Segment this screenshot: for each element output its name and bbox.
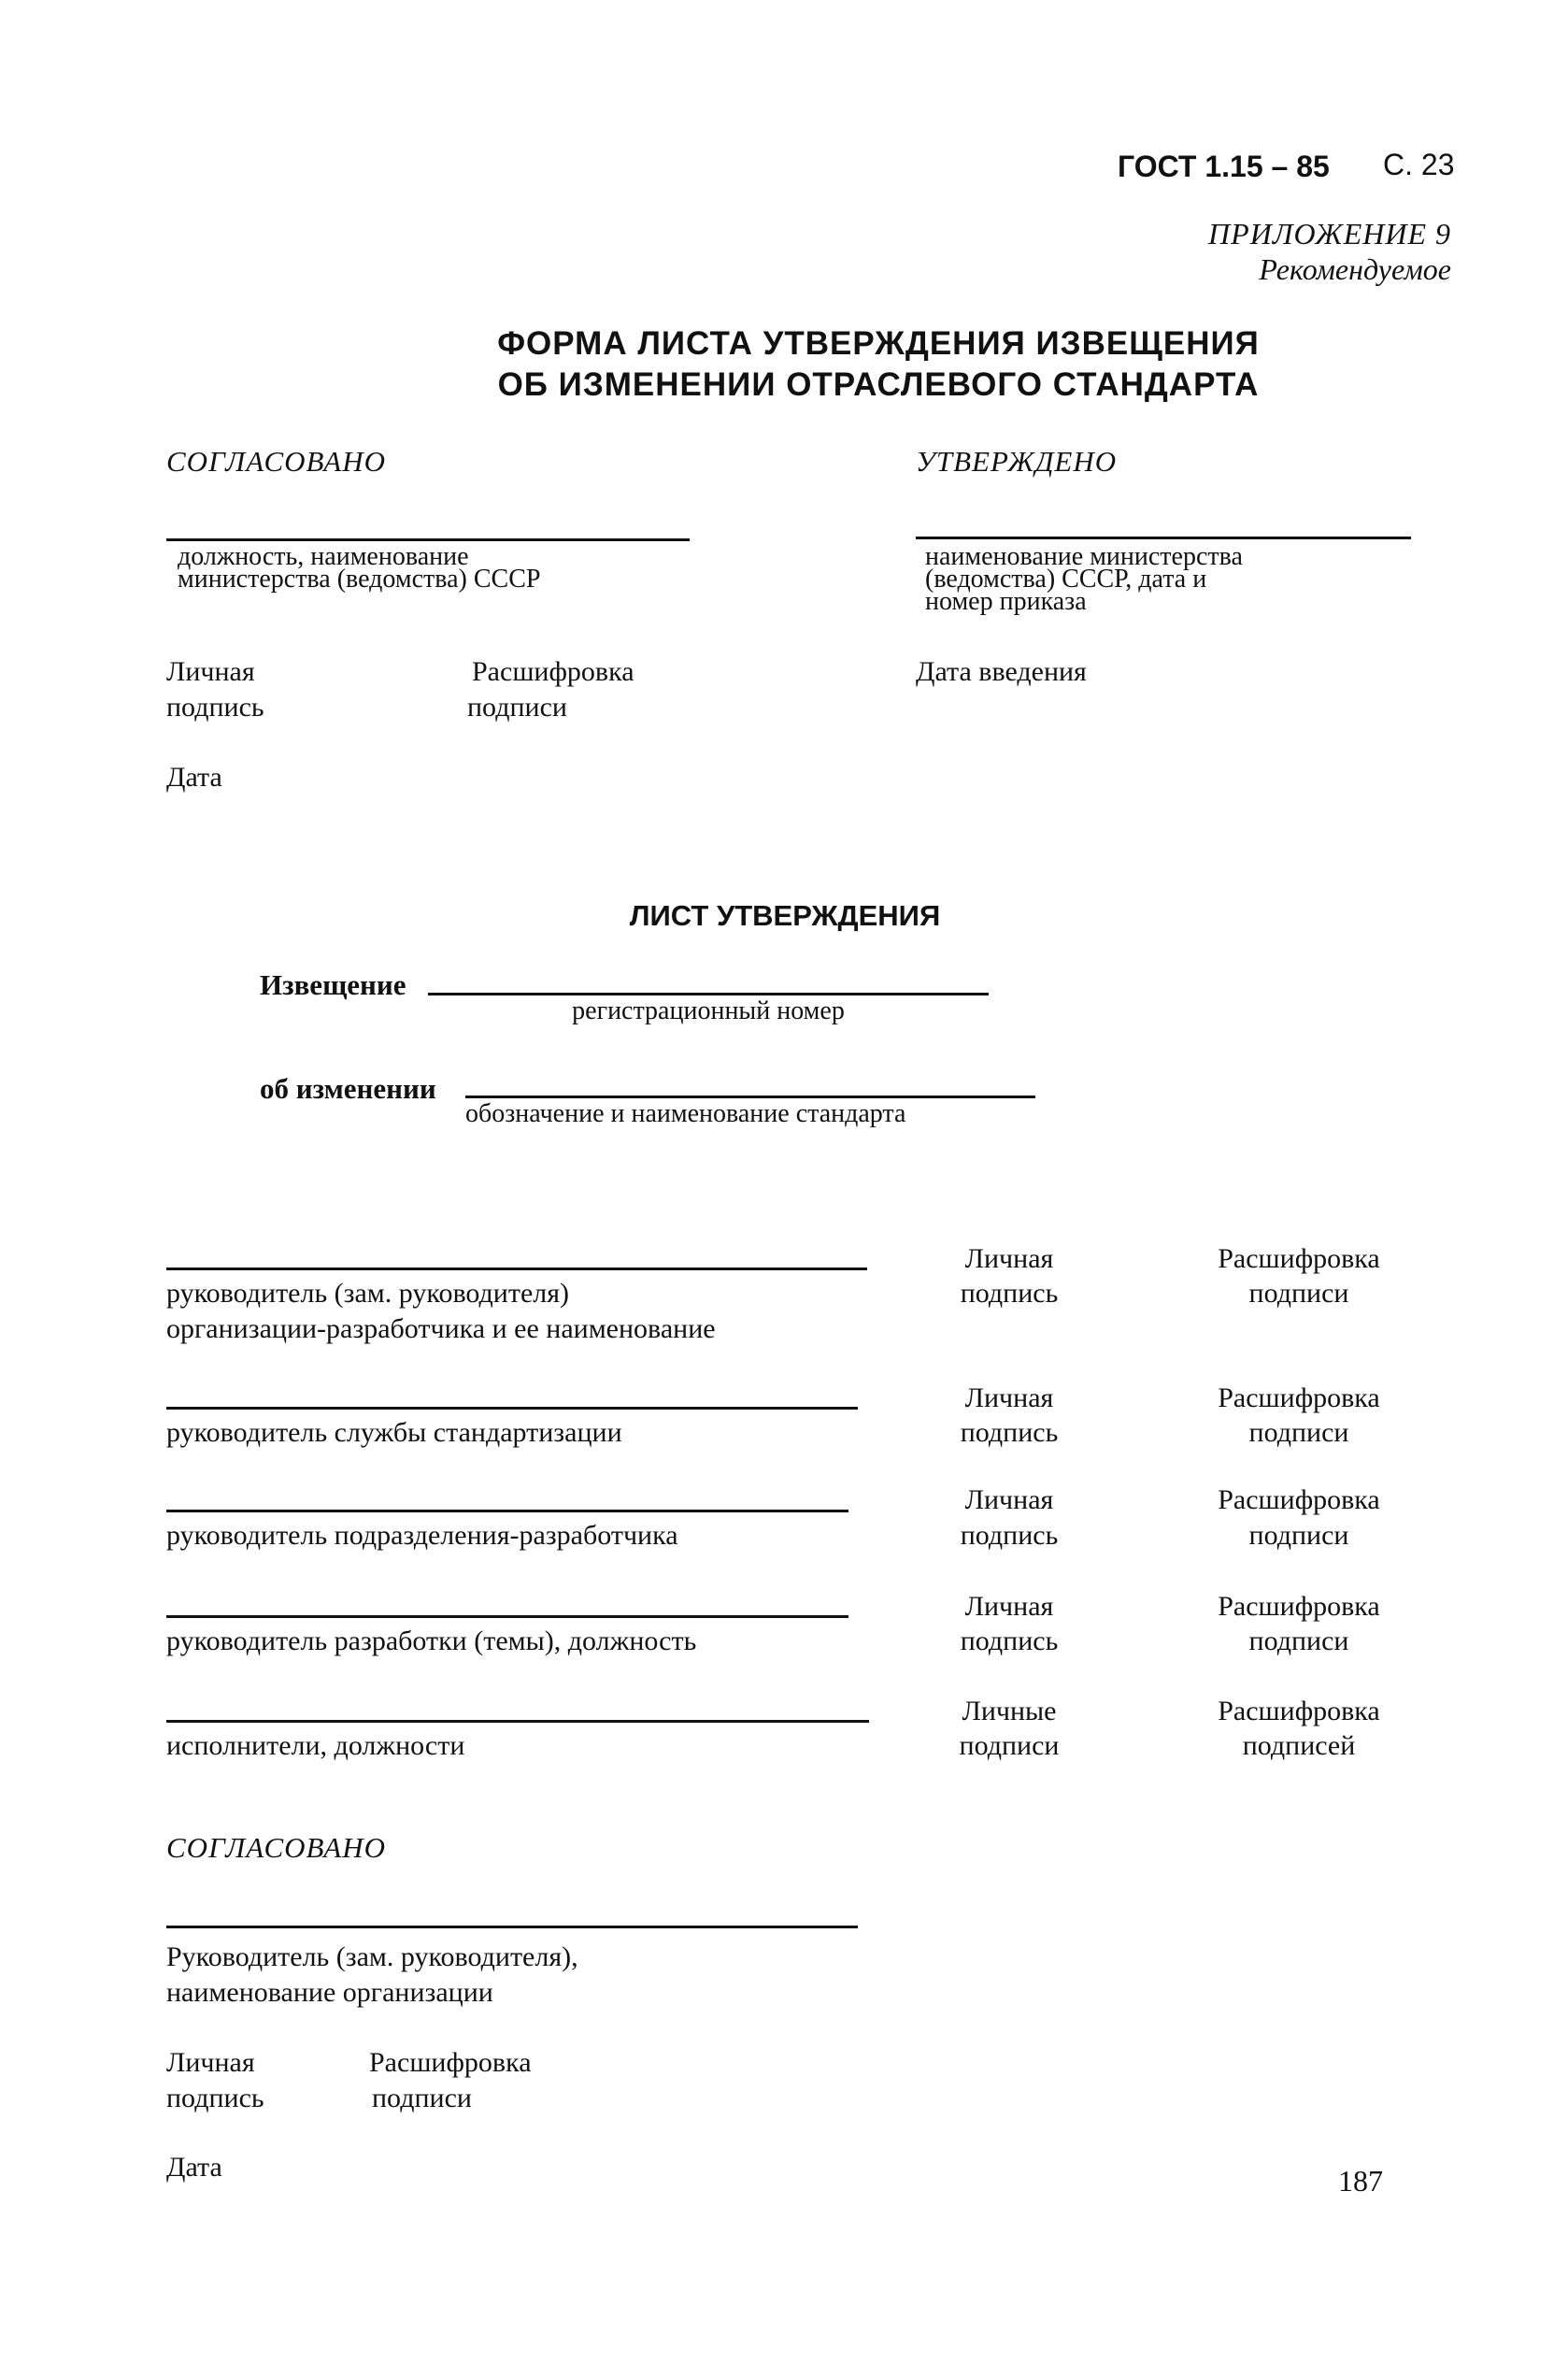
signatory-line-4 [166, 1615, 848, 1618]
agreed-decode-label-1: Расшифровка [472, 656, 634, 687]
agreed-date-label: Дата [166, 762, 222, 793]
page-number: 187 [1338, 2164, 1383, 2198]
approved-heading: УТВЕРЖДЕНО [916, 445, 1118, 478]
signatory-role-4: руководитель разработки (темы), должность [166, 1625, 697, 1656]
signatory-decode-3a: Расшифровка [1218, 1484, 1380, 1515]
sheet-title: ЛИСТ УТВЕРЖДЕНИЯ [629, 899, 941, 932]
signatory-sig-3a: Личная [964, 1484, 1054, 1515]
change-caption: обозначение и наименование стандарта [465, 1099, 906, 1128]
intro-date-label: Дата введения [916, 656, 1087, 687]
change-standard-line [465, 1096, 1035, 1098]
agreed-signature-line [166, 538, 690, 541]
signatory-decode-1a: Расшифровка [1218, 1243, 1380, 1274]
signatory-decode-4a: Расшифровка [1218, 1591, 1380, 1622]
form-title-line1: ФОРМА ЛИСТА УТВЕРЖДЕНИЯ ИЗВЕЩЕНИЯ [497, 325, 1260, 362]
signatory-sig-1a: Личная [964, 1243, 1054, 1274]
approved-caption-line1: наименование министерства [925, 542, 1243, 571]
signatory-role-1b: организации-разработчика и ее наименование [166, 1313, 716, 1344]
agreed-bottom-caption-1: Руководитель (зам. руководителя), [166, 1941, 578, 1972]
page-reference: С. 23 [1383, 148, 1455, 181]
gost-designation: ГОСТ 1.15 – 85 [1118, 150, 1330, 183]
signatory-sig-5b: подписи [959, 1730, 1060, 1761]
signatory-sig-1b: подпись [960, 1278, 1059, 1309]
agreed-caption-line1: должность, наименование [178, 542, 469, 571]
signatory-sig-2b: подпись [960, 1417, 1059, 1448]
signatory-decode-1b: подписи [1248, 1278, 1349, 1309]
signatory-sig-4a: Личная [964, 1591, 1054, 1622]
agreed-heading: СОГЛАСОВАНО [166, 445, 386, 478]
appendix-label: ПРИЛОЖЕНИЕ 9 [1208, 217, 1451, 251]
signatory-line-5 [166, 1720, 869, 1723]
agreed-sig-label-2: подпись [166, 692, 264, 723]
signatory-role-5: исполнители, должности [166, 1730, 465, 1761]
agreed-decode-label-2: подписи [467, 692, 567, 723]
signatory-sig-5a: Личные [962, 1696, 1057, 1726]
agreed-bottom-sig-2: подпись [166, 2083, 264, 2113]
agreed-bottom-heading: СОГЛАСОВАНО [166, 1831, 386, 1864]
signatory-line-2 [166, 1407, 858, 1410]
notice-caption: регистрационный номер [572, 996, 845, 1025]
form-title-line2: ОБ ИЗМЕНЕНИИ ОТРАСЛЕВОГО СТАНДАРТА [497, 366, 1260, 403]
agreed-bottom-decode-2: подписи [372, 2083, 472, 2113]
signatory-role-1a: руководитель (зам. руководителя) [166, 1278, 570, 1309]
notice-label: Извещение [260, 968, 406, 1001]
agreed-bottom-decode-1: Расшифровка [369, 2047, 532, 2078]
signatory-role-2: руководитель службы стандартизации [166, 1417, 622, 1448]
signatory-line-1 [166, 1267, 867, 1270]
agreed-sig-label-1: Личная [166, 656, 255, 687]
signatory-sig-2a: Личная [964, 1382, 1054, 1413]
recommended-label: Рекомендуемое [1259, 252, 1451, 286]
signatory-decode-4b: подписи [1248, 1625, 1349, 1656]
agreed-bottom-caption-2: наименование организации [166, 1977, 493, 2008]
agreed-bottom-line [166, 1926, 858, 1928]
agreed-bottom-sig-1: Личная [166, 2047, 255, 2078]
change-label: об изменении [260, 1072, 436, 1105]
signatory-sig-4b: подпись [960, 1625, 1059, 1656]
signatory-role-3: руководитель подразделения-разработчика [166, 1520, 678, 1551]
signatory-decode-2b: подписи [1248, 1417, 1349, 1448]
agreed-caption-line2: министерства (ведомства) СССР [178, 565, 541, 594]
agreed-bottom-date: Дата [166, 2152, 222, 2183]
signatory-decode-5a: Расшифровка [1218, 1696, 1380, 1726]
signatory-sig-3b: подпись [960, 1520, 1059, 1551]
signatory-decode-5b: подписей [1242, 1730, 1356, 1761]
notice-number-line [428, 993, 989, 995]
signatory-decode-2a: Расшифровка [1218, 1382, 1380, 1413]
signatory-decode-3b: подписи [1248, 1520, 1349, 1551]
approved-caption-line3: номер приказа [925, 587, 1087, 616]
approved-signature-line [916, 537, 1411, 539]
signatory-line-3 [166, 1510, 848, 1512]
approved-caption-line2: (ведомства) СССР, дата и [925, 565, 1207, 594]
